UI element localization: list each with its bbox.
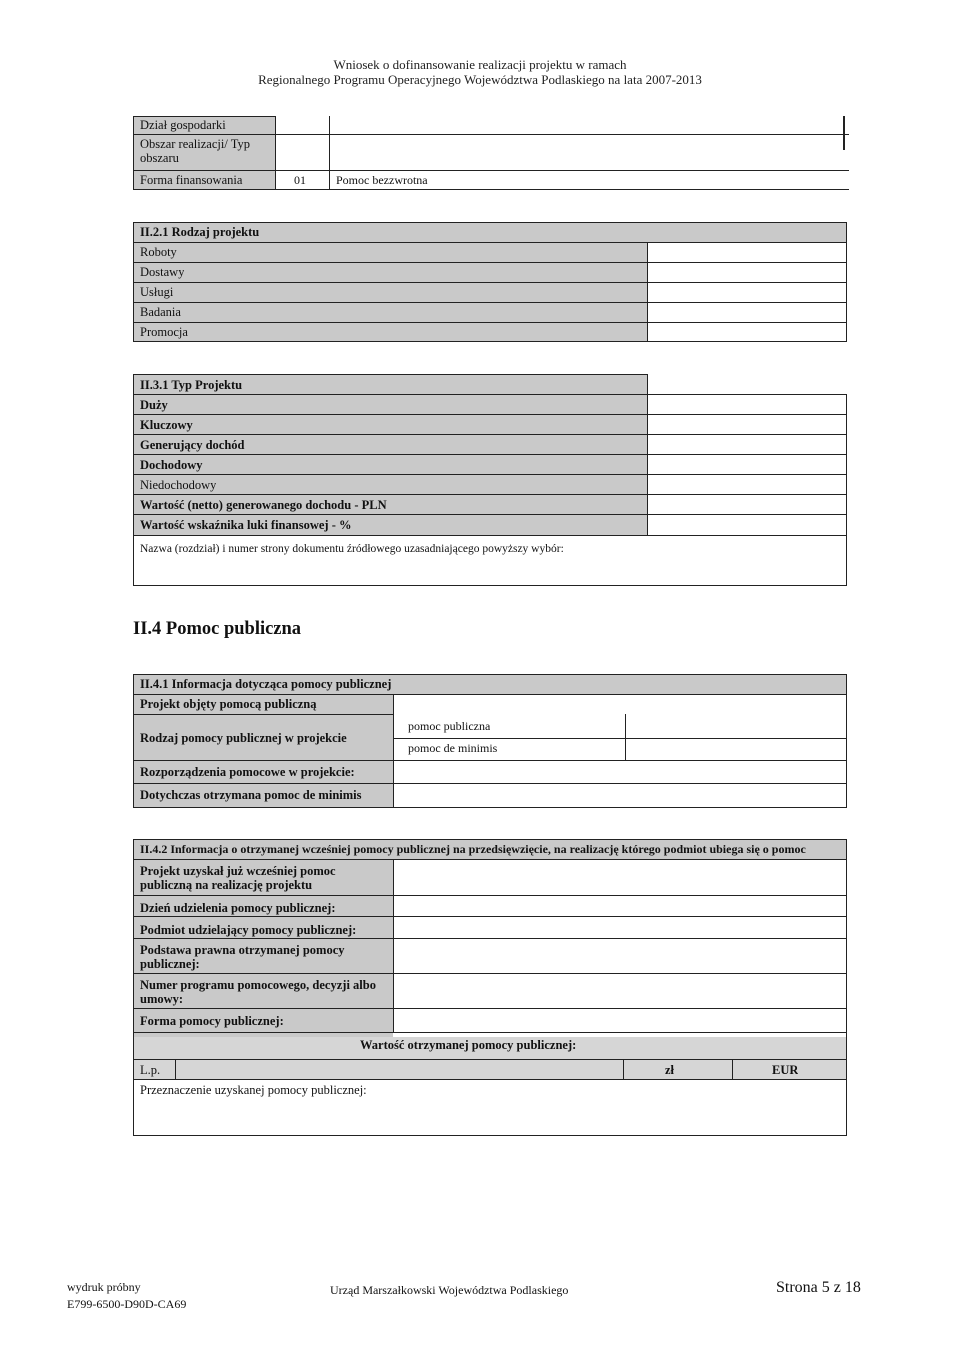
rule bbox=[133, 760, 847, 761]
rule bbox=[133, 783, 847, 784]
rule bbox=[133, 116, 134, 190]
rule bbox=[133, 1008, 847, 1009]
wartosc-label: Wartość otrzymanej pomocy publicznej: bbox=[360, 1038, 577, 1052]
rule bbox=[133, 1032, 847, 1033]
rule bbox=[133, 895, 847, 896]
rule bbox=[133, 1079, 847, 1080]
uzyskal-label: Projekt uzyskał już wcześniej pomoc publiczną na realizację projektu bbox=[140, 864, 336, 892]
rule bbox=[133, 374, 647, 375]
rule bbox=[133, 694, 847, 695]
option-pomoc-publiczna: pomoc publiczna bbox=[408, 719, 491, 733]
forma-pomocy-label: Forma pomocy publicznej: bbox=[140, 1014, 284, 1028]
rule bbox=[133, 394, 847, 395]
rodzaj-label-column bbox=[133, 242, 647, 342]
typ-item-generujacy: Generujący dochód bbox=[140, 438, 245, 452]
rozporzadzenia-label: Rozporządzenia pomocowe w projekcie: bbox=[140, 765, 355, 779]
rodzaj-projektu-table bbox=[133, 222, 847, 342]
footer-page-number: Strona 5 z 18 bbox=[776, 1279, 861, 1296]
footer-code: E799-6500-D90D-CA69 bbox=[67, 1297, 187, 1311]
przeznaczenie-label: Przeznaczenie uzyskanej pomocy publicznej: bbox=[140, 1083, 367, 1097]
footer-urzad: Urząd Marszałkowski Województwa Podlaskiego bbox=[330, 1283, 569, 1297]
rule bbox=[175, 1059, 176, 1079]
rule bbox=[393, 738, 847, 739]
rodzaj-pomocy-label: Rodzaj pomocy publicznej w projekcie bbox=[140, 731, 347, 745]
rule bbox=[133, 222, 847, 223]
info1-title: II.4.1 Informacja dotycząca pomocy publicznej bbox=[140, 677, 392, 691]
document-header bbox=[0, 57, 960, 87]
rule bbox=[623, 1059, 624, 1079]
rule bbox=[133, 714, 393, 715]
dotychczas-label: Dotychczas otrzymana pomoc de minimis bbox=[140, 788, 362, 802]
wczesniejsza-pomoc-table bbox=[133, 839, 847, 1136]
rodzaj-item-dostawy: Dostawy bbox=[140, 265, 185, 279]
info2-title: II.4.2 Informacja o otrzymanej wcześniej pomocy publicznej na przedsięwzięcie, na realizację którego podmiot ubiega się o pomoc bbox=[140, 842, 806, 856]
rule bbox=[625, 714, 626, 760]
rodzaj-item-badania: Badania bbox=[140, 305, 181, 319]
dzien-label: Dzień udzielenia pomocy publicznej: bbox=[140, 901, 336, 915]
header-line-2: Regionalnego Programu Operacyjnego Województwa Podlaskiego na lata 2007-2013 bbox=[258, 72, 702, 87]
rule bbox=[133, 535, 847, 536]
rodzaj-item-roboty: Roboty bbox=[140, 245, 177, 259]
rule bbox=[133, 494, 847, 495]
rule bbox=[133, 474, 847, 475]
header-line-1: Wniosek o dofinansowanie realizacji projektu w ramach bbox=[333, 57, 627, 72]
typ-title: II.3.1 Typ Projektu bbox=[140, 378, 243, 392]
rule bbox=[732, 1059, 733, 1079]
option-pomoc-de-minimis: pomoc de minimis bbox=[408, 741, 498, 755]
typ-item-dochodowy: Dochodowy bbox=[140, 458, 203, 472]
dzial-label: Dział gospodarki bbox=[140, 118, 226, 132]
rule bbox=[133, 973, 847, 974]
footer-wydruk: wydruk próbny bbox=[67, 1280, 141, 1294]
rule bbox=[133, 859, 847, 860]
rule bbox=[133, 222, 134, 342]
rule bbox=[843, 116, 845, 150]
rule bbox=[133, 341, 847, 342]
rodzaj-item-uslugi: Usługi bbox=[140, 285, 174, 299]
forma-code: 01 bbox=[294, 173, 306, 187]
rule bbox=[133, 242, 847, 243]
podstawa-label: Podstawa prawna otrzymanej pomocy publicznej: bbox=[140, 943, 345, 971]
rule bbox=[133, 674, 134, 808]
rule bbox=[846, 222, 847, 342]
rule bbox=[846, 839, 847, 1136]
rule bbox=[846, 394, 847, 586]
rule bbox=[133, 374, 134, 586]
rule bbox=[133, 134, 849, 135]
rule bbox=[647, 374, 648, 536]
rule bbox=[846, 674, 847, 808]
rodzaj-title: II.2.1 Rodzaj projektu bbox=[140, 225, 260, 239]
numer-label: Numer programu pomocowego, decyzji albo umowy: bbox=[140, 978, 376, 1006]
rule bbox=[133, 414, 847, 415]
typ-nazwa-label: Nazwa (rozdział) i numer strony dokumentu źródłowego uzasadniającego powyższy wybór: bbox=[140, 543, 564, 555]
rule bbox=[393, 859, 394, 1032]
objety-label: Projekt objęty pomocą publiczną bbox=[140, 697, 317, 711]
pomoc-publiczna-info-table bbox=[133, 674, 847, 808]
typ-item-wskaznik-luki: Wartość wskaźnika luki finansowej - % bbox=[140, 518, 352, 532]
rule bbox=[133, 839, 847, 840]
lp-label: L.p. bbox=[140, 1063, 161, 1077]
rule bbox=[133, 674, 847, 675]
typ-item-duzy: Duży bbox=[140, 398, 168, 412]
rule bbox=[133, 938, 847, 939]
typ-projektu-table bbox=[133, 374, 847, 586]
typ-item-wartosc-dochodu: Wartość (netto) generowanego dochodu - PLN bbox=[140, 498, 387, 512]
rule bbox=[133, 1135, 847, 1136]
general-info-table bbox=[133, 116, 849, 190]
rule bbox=[133, 1059, 847, 1060]
rule bbox=[133, 170, 849, 171]
rule bbox=[133, 302, 847, 303]
typ-item-niedochodowy: Niedochodowy bbox=[140, 478, 217, 492]
forma-value: Pomoc bezzwrotna bbox=[336, 173, 428, 187]
rule bbox=[647, 242, 648, 342]
rodzaj-item-promocja: Promocja bbox=[140, 325, 188, 339]
rule bbox=[133, 839, 134, 1136]
rule bbox=[133, 322, 847, 323]
forma-label: Forma finansowania bbox=[140, 173, 243, 187]
rule bbox=[133, 807, 847, 808]
rule bbox=[393, 694, 394, 808]
typ-item-kluczowy: Kluczowy bbox=[140, 418, 193, 432]
rule bbox=[133, 116, 275, 117]
rule bbox=[133, 189, 849, 190]
podmiot-label: Podmiot udzielający pomocy publicznej: bbox=[140, 923, 357, 937]
eur-label: EUR bbox=[772, 1063, 799, 1077]
rule bbox=[133, 514, 847, 515]
obszar-label: Obszar realizacji/ Typ obszaru bbox=[140, 137, 250, 165]
rule bbox=[329, 116, 330, 190]
rule bbox=[133, 282, 847, 283]
zl-label: zł bbox=[665, 1063, 675, 1077]
section-title: II.4 Pomoc publiczna bbox=[133, 619, 302, 639]
rule bbox=[275, 116, 276, 190]
rule bbox=[133, 916, 847, 917]
rule bbox=[133, 434, 847, 435]
rule bbox=[133, 585, 847, 586]
rule bbox=[133, 454, 847, 455]
rule bbox=[133, 262, 847, 263]
